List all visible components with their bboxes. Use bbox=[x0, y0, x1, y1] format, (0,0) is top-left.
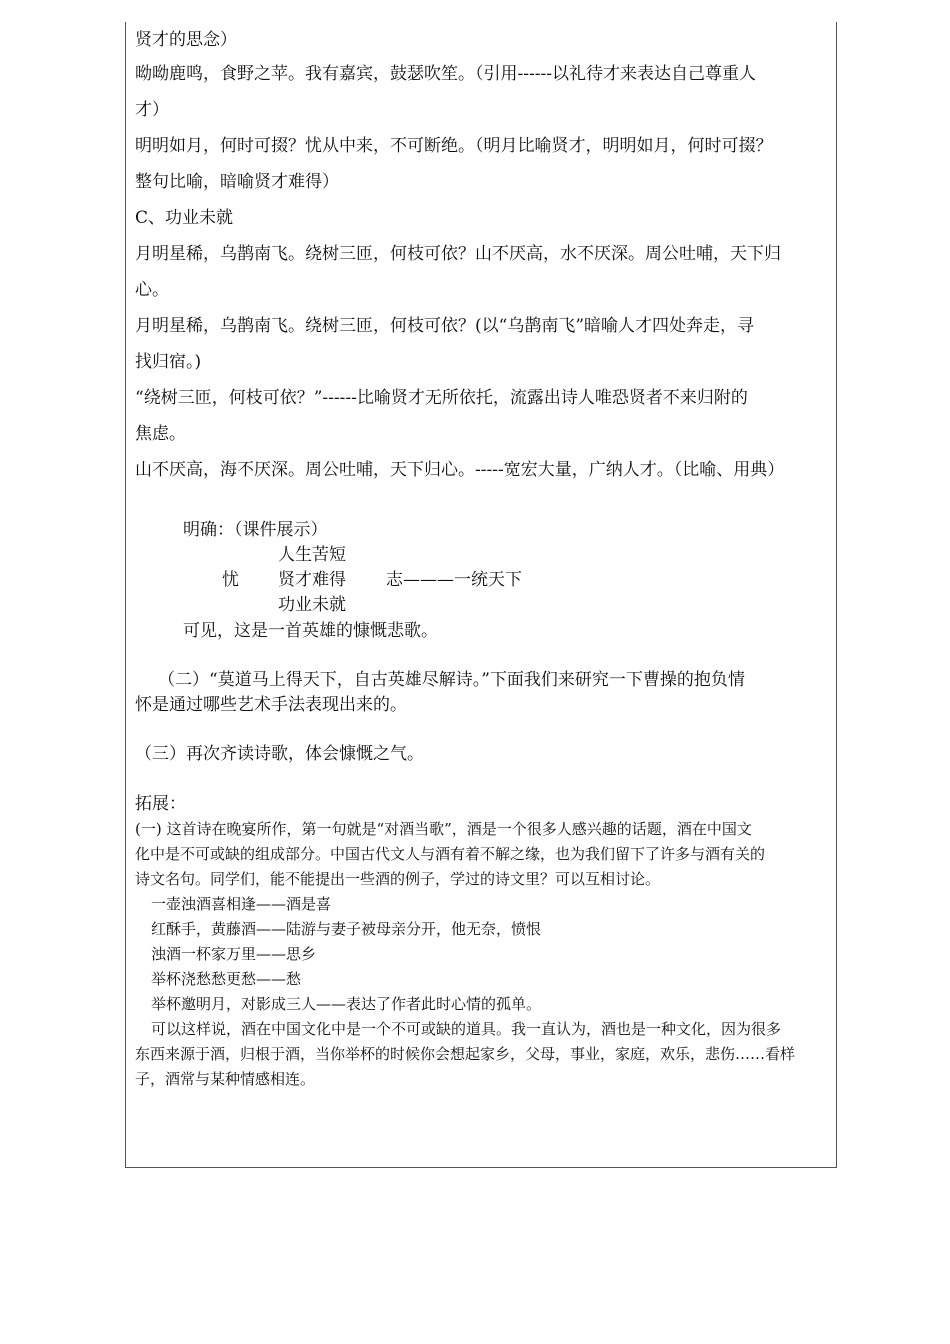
text-line: 才） bbox=[135, 100, 169, 120]
text-line: “绕树三匝，何枝可依？”------比喻贤才无所依托，流露出诗人唯恐贤者不来归附的 bbox=[135, 388, 748, 408]
summary-item: 功业未就 bbox=[278, 595, 346, 615]
wine-example: 举杯浇愁愁更愁——愁 bbox=[151, 970, 302, 988]
extension-line: 子，酒常与某种情感相连。 bbox=[135, 1070, 316, 1088]
text-line: 山不厌高，海不厌深。周公吐哺，天下归心。-----宽宏大量，广纳人才。（比喻、用典） bbox=[135, 460, 785, 480]
summary-conclusion: 可见，这是一首英雄的慷慨悲歌。 bbox=[183, 621, 438, 641]
summary-goal: 志———一统天下 bbox=[386, 570, 522, 590]
summary-key: 忧 bbox=[222, 570, 239, 590]
extension-line: (一) 这首诗在晚宴所作，第一句就是“对酒当歌”，酒是一个很多人感兴趣的话题，酒在中国文 bbox=[135, 820, 752, 838]
extension-line: 东西来源于酒，归根于酒，当你举杯的时候你会想起家乡，父母，事业，家庭，欢乐，悲伤……看样 bbox=[135, 1045, 796, 1063]
section-three-line: （三）再次齐读诗歌，体会慷慨之气。 bbox=[135, 744, 424, 764]
wine-example: 一壶浊酒喜相逢——酒是喜 bbox=[151, 895, 332, 913]
text-line: 整句比喻，暗喻贤才难得） bbox=[135, 172, 339, 192]
extension-line: 可以这样说，酒在中国文化中是一个不可或缺的道具。我一直认为，酒也是一种文化，因为很多 bbox=[151, 1020, 782, 1038]
extension-line: 诗文名句。同学们，能不能提出一些酒的例子，学过的诗文里？可以互相讨论。 bbox=[135, 870, 661, 888]
section-two-line: 怀是通过哪些艺术手法表现出来的。 bbox=[135, 695, 407, 715]
text-line: 明明如月，何时可掇？忧从中来，不可断绝。（明月比喻贤才，明明如月，何时可掇？ bbox=[135, 136, 773, 156]
text-line: 呦呦鹿鸣，食野之苹。我有嘉宾，鼓瑟吹笙。（引用------以礼待才来表达自己尊重人 bbox=[135, 64, 756, 84]
wine-example: 红酥手，黄藤酒——陆游与妻子被母亲分开，他无奈，愤恨 bbox=[151, 920, 542, 938]
summary-item: 贤才难得 bbox=[278, 570, 346, 590]
text-line: 月明星稀，乌鹊南飞。绕树三匝，何枝可依？(以“乌鹊南飞”暗喻人才四处奔走，寻 bbox=[135, 316, 755, 336]
summary-item: 人生苦短 bbox=[278, 545, 346, 565]
extension-title: 拓展： bbox=[135, 794, 186, 814]
text-line: 焦虑。 bbox=[135, 424, 186, 444]
text-line: 心。 bbox=[135, 280, 169, 300]
text-line: 贤才的思念） bbox=[135, 30, 237, 50]
text-line: 月明星稀，乌鹊南飞。绕树三匝，何枝可依？山不厌高，水不厌深。周公吐哺，天下归 bbox=[135, 244, 781, 264]
wine-example: 举杯邀明月，对影成三人——表达了作者此时心情的孤单。 bbox=[151, 995, 542, 1013]
extension-line: 化中是不可或缺的组成部分。中国古代文人与酒有着不解之缘，也为我们留下了许多与酒有关的 bbox=[135, 845, 766, 863]
summary-label: 明确：（课件展示） bbox=[183, 520, 328, 540]
section-two-line: （二）“莫道马上得天下，自古英雄尽解诗。”下面我们来研究一下曹操的抱负情 bbox=[158, 670, 745, 690]
section-heading: C、功业未就 bbox=[135, 208, 234, 228]
text-line: 找归宿。) bbox=[135, 352, 202, 372]
wine-example: 浊酒一杯家万里——思乡 bbox=[151, 945, 317, 963]
